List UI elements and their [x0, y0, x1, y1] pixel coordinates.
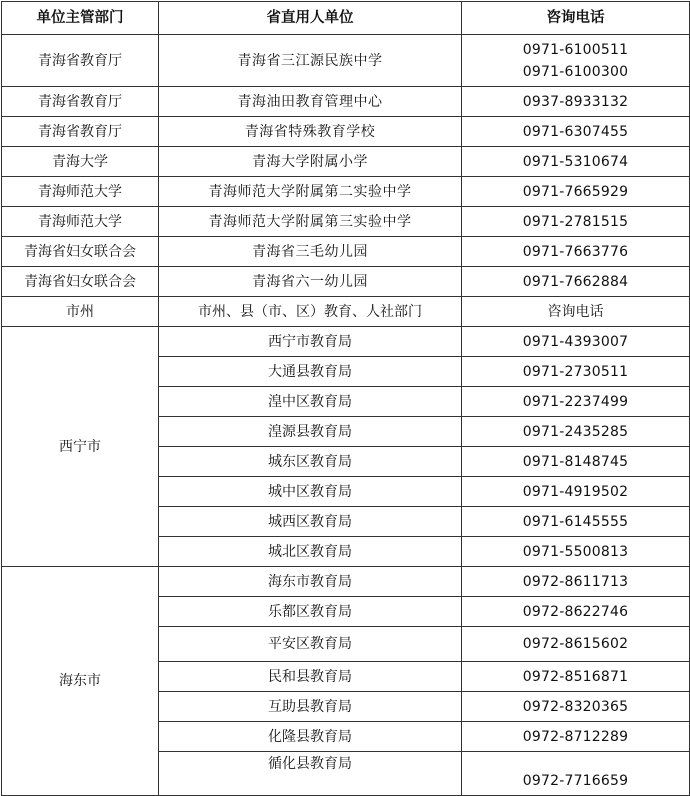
- subheader-row: [2, 297, 690, 327]
- table-row: [2, 117, 690, 147]
- unit-cell: 城北区教育局: [159, 537, 462, 567]
- unit-cell: 大通县教育局: [159, 357, 462, 387]
- phone-cell: 0971-2237499: [462, 387, 690, 417]
- table-row: [2, 35, 690, 87]
- phone-number: 0937-8933132: [522, 93, 629, 110]
- city-cell: 海东市: [2, 567, 159, 796]
- header-unit: 省直用人单位: [159, 2, 462, 35]
- unit-cell: 城东区教育局: [159, 447, 462, 477]
- phone-cell: [462, 147, 690, 177]
- phone-cell: [462, 207, 690, 237]
- subheader-phone: 咨询电话: [462, 297, 690, 327]
- table-header-row: [2, 2, 690, 35]
- phone-number: 0971-6100511: [522, 41, 629, 58]
- unit-cell: 青海师范大学附属第二实验中学: [159, 177, 462, 207]
- unit-cell: 湟中区教育局: [159, 387, 462, 417]
- unit-cell: 海东市教育局: [159, 567, 462, 597]
- phone-cell: [462, 87, 690, 117]
- city-cell: 西宁市: [2, 327, 159, 567]
- dept-cell: 青海省妇女联合会: [2, 267, 159, 297]
- table-row: [2, 237, 690, 267]
- phone-number: 0971-6100300: [522, 63, 629, 80]
- unit-cell: 城中区教育局: [159, 477, 462, 507]
- table-row: [2, 87, 690, 117]
- dept-cell: 青海省教育厅: [2, 35, 159, 87]
- subheader-unit: 市州、县（市、区）教育、人社部门: [159, 297, 462, 327]
- phone-cell: 0972-8320365: [462, 692, 690, 722]
- header-dept: 单位主管部门: [2, 2, 159, 35]
- phone-cell: 0972-8712289: [462, 722, 690, 752]
- dept-cell: 青海省教育厅: [2, 117, 159, 147]
- header-phone: 咨询电话: [462, 2, 690, 35]
- subheader-city: 市州: [2, 297, 159, 327]
- unit-cell: 青海省三江源民族中学: [159, 35, 462, 87]
- unit-cell: 青海油田教育管理中心: [159, 87, 462, 117]
- table-row: [2, 267, 690, 297]
- unit-cell: 乐都区教育局: [159, 597, 462, 627]
- unit-cell: 西宁市教育局: [159, 327, 462, 357]
- phone-cell: 0972-8615602: [462, 627, 690, 662]
- unit-cell: 平安区教育局: [159, 627, 462, 662]
- phone-number: 0971-7665929: [522, 183, 629, 200]
- phone-cell: 0971-2435285: [462, 417, 690, 447]
- unit-cell: 循化县教育局: [159, 752, 462, 796]
- phone-number: 0971-7662884: [522, 273, 629, 290]
- phone-cell: [462, 177, 690, 207]
- table-row: [2, 177, 690, 207]
- unit-cell: 青海大学附属小学: [159, 147, 462, 177]
- phone-cell: 0971-4919502: [462, 477, 690, 507]
- phone-number: 0971-2781515: [522, 213, 629, 230]
- phone-cell: 0972-7716659: [462, 752, 690, 796]
- dept-cell: 青海师范大学: [2, 207, 159, 237]
- dept-cell: 青海师范大学: [2, 177, 159, 207]
- table-row: [2, 207, 690, 237]
- unit-cell: 青海省三毛幼儿园: [159, 237, 462, 267]
- unit-cell: 青海省六一幼儿园: [159, 267, 462, 297]
- phone-cell: 0971-4393007: [462, 327, 690, 357]
- phone-cell: [462, 117, 690, 147]
- unit-cell: 民和县教育局: [159, 662, 462, 692]
- contact-table: [1, 1, 690, 796]
- phone-cell: 0971-8148745: [462, 447, 690, 477]
- phone-number: 0971-5310674: [522, 153, 629, 170]
- phone-cell: 0971-5500813: [462, 537, 690, 567]
- unit-cell: 青海省特殊教育学校: [159, 117, 462, 147]
- phone-cell: 0971-6145555: [462, 507, 690, 537]
- unit-cell: 城西区教育局: [159, 507, 462, 537]
- dept-cell: 青海大学: [2, 147, 159, 177]
- phone-cell: 0971-2730511: [462, 357, 690, 387]
- unit-cell: 青海师范大学附属第三实验中学: [159, 207, 462, 237]
- phone-cell: 0972-8516871: [462, 662, 690, 692]
- phone-cell: [462, 237, 690, 267]
- phone-cell: [462, 35, 690, 87]
- dept-cell: 青海省教育厅: [2, 87, 159, 117]
- unit-cell: 湟源县教育局: [159, 417, 462, 447]
- table-row: [2, 567, 690, 597]
- phone-cell: 0972-8622746: [462, 597, 690, 627]
- unit-cell: 化隆县教育局: [159, 722, 462, 752]
- unit-cell: 互助县教育局: [159, 692, 462, 722]
- table-row: [2, 327, 690, 357]
- phone-cell: [462, 267, 690, 297]
- table-row: [2, 147, 690, 177]
- phone-cell: 0972-8611713: [462, 567, 690, 597]
- dept-cell: 青海省妇女联合会: [2, 237, 159, 267]
- phone-number: 0971-6307455: [522, 123, 629, 140]
- phone-number: 0971-7663776: [522, 243, 629, 260]
